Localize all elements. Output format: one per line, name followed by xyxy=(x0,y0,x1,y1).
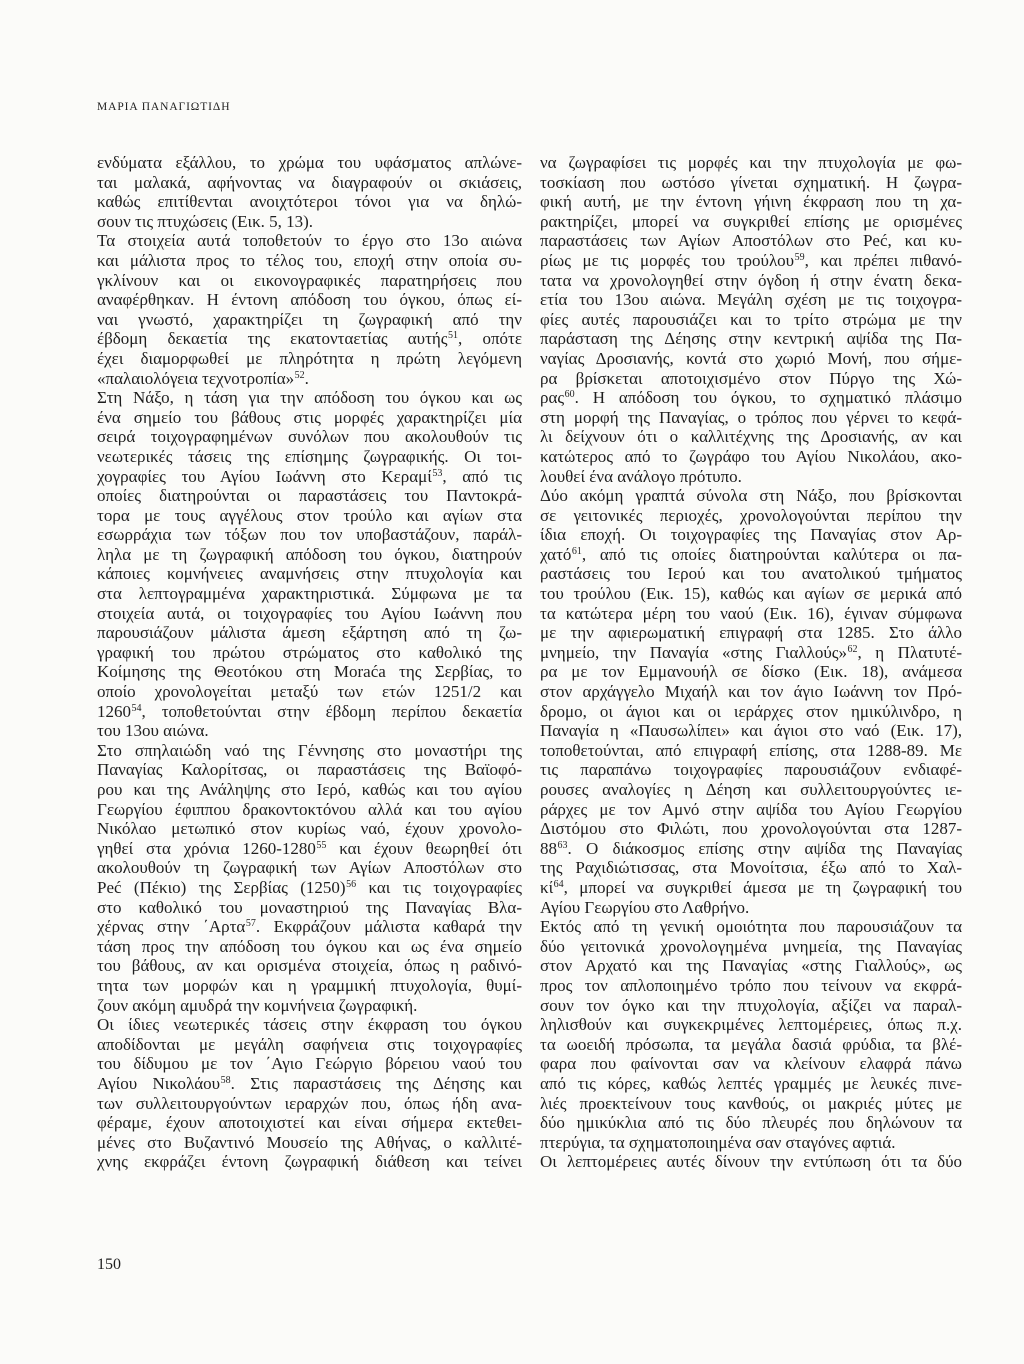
text-line: δύο γειτονικά χρονολογημένα μνημεία, της Παναγίας xyxy=(540,936,962,956)
text-run: μνημείο, την Παναγία «στης Γιαλλούς» xyxy=(540,642,847,662)
text-run: γηθεί στα χρόνια 1260-1280 xyxy=(97,838,316,858)
text-line: ρα βρίσκεται αποτοιχισμένο στον Πύργο της Χώ- xyxy=(540,368,962,388)
footnote-ref: 61 xyxy=(571,545,582,557)
paragraph xyxy=(97,231,522,388)
paragraph xyxy=(540,486,962,917)
text-line: ράρχες με τον Αμνό στην αψίδα του Αγίου Γεωργίου xyxy=(540,799,962,819)
text-line: τα κατώτερα μέρη του ναού (Εικ. 16), έγιναν σύμφωνα xyxy=(540,603,962,623)
text-line: Οι ίδιες νεωτερικές τάσεις στην έκφραση του όγκου xyxy=(97,1015,522,1035)
text-line: Τα στοιχεία αυτά τοποθετούν το έργο στο 13ο αιώνα xyxy=(97,231,522,251)
text-line: ρου και της Ανάληψης στο Ιερό, καθώς και του αγίου xyxy=(97,780,522,799)
paragraph xyxy=(97,388,522,741)
text-line: με την αφιερωματική επιγραφή στα 1285. Στο άλλο xyxy=(540,623,962,643)
text-line: Νικόλαο μετωπικό στον κυρίως ναό, έχουν χρονολο- xyxy=(97,819,522,839)
text-line: λουθεί ένα ανάλογο πρότυπο. xyxy=(540,466,742,486)
text-line: χνης εκφράζει έντονη ζωγραφική διάθεση και τείνει xyxy=(97,1152,522,1172)
text-line: από τις κόρες, καθώς λεπτές γραμμές με λευκές πινε- xyxy=(540,1073,962,1093)
text-line: φαρα που φαίνονται σαν να κλείνουν ελαφρά πάνω xyxy=(540,1054,962,1074)
text-line: προς τον απλοποιημένο τρόπο που τείνουν να εκφρά- xyxy=(540,975,962,995)
text-line: τάση προς την απόδοση του όγκου και ως ένα σημείο xyxy=(97,936,522,956)
text-line: των συλλειτουργούντων ιεραρχών που, όπως ήδη ανα- xyxy=(97,1093,522,1113)
text-line: στοιχεία αυτά, οι τοιχογραφίες του Αγίου Ιωάννη που xyxy=(97,603,522,623)
text-line: ενδύματα εξάλλου, το χρώμα του υφάσματος απλώνε- xyxy=(97,153,522,172)
text-line: και μάλιστα προς το τέλος του, εποχή στην οποία συ- xyxy=(97,250,522,270)
footnote-ref: 62 xyxy=(847,643,858,655)
footnote-ref: 59 xyxy=(794,251,805,263)
text-line: ετία του 13ου αιώνα. Μεγάλη σχέση με τις τοιχογρα- xyxy=(540,290,962,310)
text-run: , οπότε xyxy=(458,329,523,349)
text-run: ρίως με τις μορφές του τρούλου xyxy=(540,250,795,270)
text-line: ληλισθούν και συγκεκριμένες λεπτομέρειες, όπως π.χ. xyxy=(540,1015,962,1035)
text-line: οποίο χρονολογείται μεταξύ των ετών 1251/2 και xyxy=(97,682,522,702)
footnote-ref: 51 xyxy=(448,330,459,342)
text-line: μένες στο Βυζαντινό Μουσείο της Αθήνας, ο καλλιτέ- xyxy=(97,1132,522,1152)
text-line: Διστόμου στο Φιλώτι, που χρονολογούνται στα 1287- xyxy=(540,819,962,839)
text-line xyxy=(540,643,962,663)
text-line: ρα με τον Εμμανουήλ σε δίσκο (Εικ. 18), ανάμεσα xyxy=(540,662,962,682)
text-line: παράσταση της Δέησης στην κεντρική αψίδα της Πα- xyxy=(540,329,962,349)
text-line: της Ραχιδιώτισσας, στα Μονοίτσια, έξω από το Χαλ- xyxy=(540,858,962,878)
text-line: Κοίμησης της Θεοτόκου στη Moraća της Σερβίας, το xyxy=(97,662,522,682)
text-line: φέραμε, έχουν αποτοιχιστεί και είναι σήμερα εκτεθει- xyxy=(97,1113,522,1133)
text-line xyxy=(540,878,962,898)
text-line xyxy=(97,329,522,349)
text-line: αποδίδονται με μεγάλη σαφήνεια στις τοιχογραφίες xyxy=(97,1034,522,1054)
text-line: δρομο, οι άγιοι και οι ιεράρχες στον ημικύλινδρο, η xyxy=(540,701,962,721)
text-line: τις παραπάνω τοιχογραφίες παρουσιάζουν ενδιαφέ- xyxy=(540,760,962,780)
footnote-ref: 63 xyxy=(557,839,568,851)
text-run: , από τις οποίες διατηρούνται καλύτερα οι πα- xyxy=(581,544,962,564)
text-line: τοποθετούνται, από επιγραφή επίσης, στα 1288-89. Με xyxy=(540,740,962,760)
paragraph xyxy=(540,917,962,1152)
text-run: Αγίου Νικολάου xyxy=(97,1073,221,1093)
text-line xyxy=(97,878,522,898)
text-run: χέρνας στην ΄Αρτα xyxy=(97,917,246,937)
left-column xyxy=(97,153,522,1172)
text-line: ακολουθούν τη ζωγραφική των Αγίων Αποστόλων στο xyxy=(97,858,522,878)
text-line: αναφέρθηκαν. Η έντονη απόδοση του όγκου, όπως εί- xyxy=(97,290,522,310)
text-line: σε γειτονικές περιοχές, χρονολογούνται περίπου την xyxy=(540,505,962,525)
text-run: , τοποθετούνται στην έβδομη περίπου δεκαετία xyxy=(141,701,522,721)
text-run: «παλαιολόγεια τεχνοτροπία» xyxy=(97,368,295,388)
text-line: Παναγία η «Παυσωλίπει» και άγιοι στο ναό (Εικ. 17), xyxy=(540,721,962,741)
text-line: πτερύγια, τα σχηματοποιημένα σαν σταγόνες αφτιά. xyxy=(540,1132,896,1152)
text-line: γκλίνουν και οι εικονογραφικές παρατηρήσεις που xyxy=(97,270,522,290)
text-run: , μπορεί να συγκριθεί άμεσα με τη ζωγραφική του xyxy=(563,877,962,897)
text-line: του βάθους, αν και ορισμένα στοιχεία, όπως η ραδινό- xyxy=(97,956,522,976)
text-run: . Εκφράζουν μάλιστα καθαρά την xyxy=(255,917,522,937)
text-run: . Στις παραστάσεις της Δέησης και xyxy=(230,1073,522,1093)
footnote-ref: 52 xyxy=(294,369,305,381)
text-line: δύο ημικύκλια από τις δύο πλευρές που δηλώνουν τα xyxy=(540,1113,962,1133)
text-run: . Η απόδοση του όγκου, το σχηματικό πλάσιμο xyxy=(574,388,962,408)
text-line: στο καθολικό του μοναστηριού της Παναγίας Βλα- xyxy=(97,897,522,917)
text-line: γραφική του πρώτου στρώματος στο καθολικό της xyxy=(97,642,522,662)
text-line xyxy=(97,702,522,722)
text-line: ται μαλακά, αφήνοντας να διαγραφούν οι σκιάσεις, xyxy=(97,172,522,192)
text-line: ναι γνωστό, χαρακτηρίζει τη ζωγραφική από την xyxy=(97,309,522,329)
text-line: ναγίας Δροσιανής, κοντά στο χωριό Μονή, που σήμε- xyxy=(540,348,962,368)
footnote-ref: 64 xyxy=(553,878,564,890)
text-line: Γεωργίου έφιππου δρακοντοκτόνου αλλά και του αγίου xyxy=(97,799,522,819)
text-run: Peć (Πέκιο) της Σερβίας (1250) xyxy=(97,877,346,897)
text-line: καθώς επιτίθενται ανοιχτότεροι τόνοι για να δηλώ- xyxy=(97,192,522,212)
text-line: κάποιες κομνήνειες αναμνήσεις στην πτυχολογία και xyxy=(97,564,522,584)
text-line: σουν τον όγκο και την πτυχολογία, αξίζει να παραλ- xyxy=(540,995,962,1015)
text-line: Οι λεπτομέρειες αυτές δίνουν την εντύπωση ότι τα δύο xyxy=(540,1152,962,1172)
text-run: 1260 xyxy=(97,701,131,721)
text-run: και τις τοιχογραφίες xyxy=(356,877,522,897)
text-line xyxy=(540,545,962,565)
text-line: έχει διαμορφωθεί με πληρότητα η πρώτη λεγόμενη xyxy=(97,348,522,368)
footnote-ref: 53 xyxy=(432,467,443,479)
text-line: οποίες διατηρούνται οι παραστάσεις του Παντοκρά- xyxy=(97,486,522,506)
text-line: Δύο ακόμη γραπτά σύνολα στη Νάξο, που βρίσκονται xyxy=(540,486,962,506)
text-line: εσωρράχια των τόξων που τον υποβαστάζουν, παράλ- xyxy=(97,525,522,545)
right-column xyxy=(540,153,962,1172)
text-run: έβδομη δεκαετία της εκατονταετίας αυτής xyxy=(97,329,448,349)
text-run: . Ο διάκοσμος επίσης στην αψίδα της Παναγίας xyxy=(567,838,962,858)
text-line: σουν τις πτυχώσεις (Εικ. 5, 13). xyxy=(97,211,314,231)
text-line: ραστάσεις του Ιερού και του ανατολικού τμήματος xyxy=(540,564,962,584)
page-number: 150 xyxy=(97,1256,121,1273)
text-line: ένα σημείο του βάθους στις μορφές χαρακτηρίζει μία xyxy=(97,407,522,427)
text-line: του δίδυμου με τον ΄Αγιο Γεώργιο βόρειου ναού του xyxy=(97,1054,522,1074)
footnote-ref: 56 xyxy=(346,878,357,890)
text-line: παραστάσεις των Αγίων Αποστόλων στο Peć, και κυ- xyxy=(540,231,962,251)
text-line xyxy=(97,839,522,859)
text-line: Παναγίας Καλορίτσας, οι παραστάσεις της Βαϊοφό- xyxy=(97,760,522,780)
text-line: Στη Νάξο, η τάση για την απόδοση του όγκου και ως xyxy=(97,388,522,408)
footnote-ref: 58 xyxy=(220,1074,231,1086)
paragraph xyxy=(97,153,522,231)
text-line: τατα να χρονολογηθεί στην όγδοη ή στην ένατη δεκα- xyxy=(540,270,962,290)
text-line: τητα των μορφών και η γραμμική πτυχολογία, θυμί- xyxy=(97,975,522,995)
text-line: νεωτερικές τάσεις της επίσημης ζωγραφικής. Οι τοι- xyxy=(97,446,522,466)
text-line: τορα με τους αγγέλους στον τρούλο και αγίων στα xyxy=(97,505,522,525)
text-line: τοσκίαση που ωστόσο γίνεται σχηματική. Η ζωγρα- xyxy=(540,172,962,192)
footnote-ref: 60 xyxy=(564,389,575,401)
text-line: φίες αυτές παρουσιάζει και το τρίτο στρώμα με την xyxy=(540,309,962,329)
text-line: στα λεπτογραμμένα χαρακτηριστικά. Σύμφωνα με τα xyxy=(97,584,522,604)
text-line: του 13ου αιώνα. xyxy=(97,721,209,741)
text-line: ζουν ακόμη αμυδρά την κομνήνεια ζωγραφική. xyxy=(97,995,418,1015)
text-line: φική αυτή, με την έντονη γήινη έκφραση που τη χα- xyxy=(540,192,962,212)
footnote-ref: 57 xyxy=(245,918,256,930)
text-line xyxy=(540,839,962,859)
text-run: 88 xyxy=(540,838,557,858)
text-run: χατό xyxy=(540,544,572,564)
text-run: ρας xyxy=(540,388,565,408)
paragraph xyxy=(97,741,522,1015)
text-run: και έχουν θεωρηθεί ότι xyxy=(326,838,522,858)
text-run: , και πρέπει πιθανό- xyxy=(804,250,962,270)
paragraph xyxy=(540,1152,962,1172)
paragraph xyxy=(540,153,962,486)
text-line: ίδια εποχή. Οι τοιχογραφίες της Παναγίας στον Αρ- xyxy=(540,525,962,545)
text-line: στη μορφή της Παναγίας, ο τρόπος που γέρνει το κεφά- xyxy=(540,407,962,427)
text-line: σειρά τοιχογραφημένων συνόλων που ακολουθούν τις xyxy=(97,427,522,447)
text-line: ρουσες αναλογίες η Δέηση και συλλειτουργούντες ιε- xyxy=(540,780,962,799)
text-line: του τρούλου (Εικ. 15), καθώς και αγίων σε μερικά από xyxy=(540,584,962,604)
text-run: χογραφίες του Αγίου Ιωάννη στο Κεραμί xyxy=(97,466,432,486)
text-line xyxy=(540,388,962,408)
text-line: στον αρχάγγελο Μιχαήλ και τον άγιο Ιωάννη τον Πρό- xyxy=(540,682,962,702)
footnote-ref: 55 xyxy=(316,839,327,851)
text-line: τα ωοειδή πρόσωπα, τα μεγάλα δασιά φρύδια, τα βλέ- xyxy=(540,1034,962,1054)
text-run: , από τις xyxy=(442,466,522,486)
text-line: παρουσιάζουν μάλιστα άμεση εξάρτηση από τη ζω- xyxy=(97,623,522,643)
running-head: ΜΑΡΙΑ ΠΑΝΑΓΙΩΤΙΔΗ xyxy=(97,101,231,113)
text-line: Στο σπηλαιώδη ναό της Γέννησης στο μοναστήρι της xyxy=(97,740,522,760)
text-line xyxy=(540,251,962,271)
text-line xyxy=(97,917,522,937)
text-run: κί xyxy=(540,877,554,897)
text-line: ρακτηρίζει, μπορεί να συγκριθεί επίσης με ορισμένες xyxy=(540,211,962,231)
text-line: κατώτερος από το ζωγράφο του Αγίου Νικολάου, ακο- xyxy=(540,446,962,466)
text-line: να ζωγραφίσει τις μορφές και την πτυχολογία με φω- xyxy=(540,153,962,172)
text-line xyxy=(97,467,522,487)
text-line: στον Αρχατό και της Παναγίας «στης Γιαλλούς», ως xyxy=(540,956,962,976)
text-run: , η Πλατυτέ- xyxy=(857,642,962,662)
text-run: . xyxy=(304,368,309,388)
footnote-ref: 54 xyxy=(131,702,142,714)
text-line xyxy=(97,1074,522,1094)
text-line: λιές προεκτείνουν τους κανθούς, οι μακριές μύτες με xyxy=(540,1093,962,1113)
paragraph xyxy=(97,1015,522,1172)
text-line: Αγίου Γεωργίου στο Λαθρήνο. xyxy=(540,897,750,917)
text-line: Εκτός από τη γενική ομοιότητα που παρουσιάζουν τα xyxy=(540,917,962,937)
text-line xyxy=(97,369,522,389)
text-line: λι δείχνουν ότι ο καλλιτέχνης της Δροσιανής, αν και xyxy=(540,427,962,447)
text-line: ληλα με τη ζωγραφική απόδοση του όγκου, διατηρούν xyxy=(97,544,522,564)
